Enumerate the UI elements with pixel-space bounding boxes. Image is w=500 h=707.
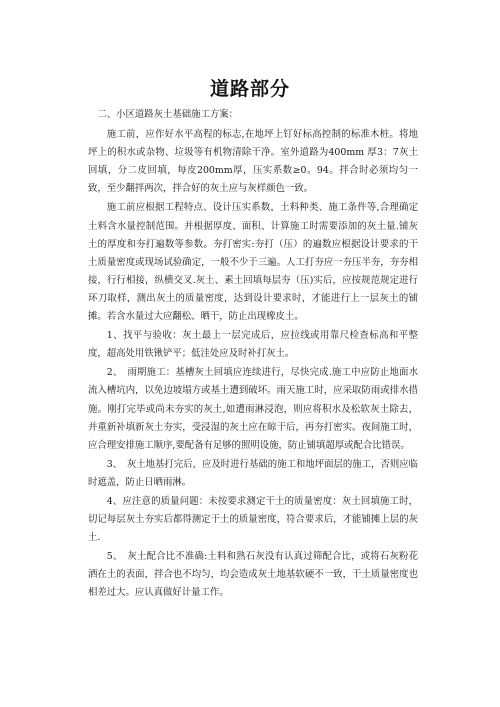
paragraph-quality-issues: 4、应注意的质量问题：未按要求测定干土的质量密度：灰土回填施工时，切记每层灰土夯实后都得测定干土的质量密度，符合要求后，才能铺摊上层的灰土. <box>88 495 418 544</box>
paragraph-covering: 3、 灰土地基打完后，应及时进行基础的施工和地坪面层的施工，否则应临时遮盖，防止日晒雨淋。 <box>88 458 418 488</box>
paragraph-compaction: 施工前应根据工程特点、设计压实系数，土料种类、施工条件等,合理确定土料含水量控制范围。并根据厚度、面积、计算施工时需要添加的灰土量.铺灰土的厚度和夯打遍数等参数。夯打密实:夯打（压）的遍数应根据设计要求的干土质量密度或现场试验确定，一般不少于三遍。人工打夯应一夯压半夯，夯夯相接，行行相接，纵横交叉.灰土、素土回填每层夯（压)实后，应按规范规定进行环刀取样，测出灰土的质量密度，达到设计要求时，才能进行上一层灰土的铺摊。若含水量过大应翻松、晒干，防止出现橡皮土。 <box>88 202 418 323</box>
document-body <box>88 106 418 603</box>
section-heading: 二、小区道路灰土基础施工方案： <box>97 109 239 120</box>
paragraph-rainy-season: 2、 雨期施工：基槽灰土回填应连续进行，尽快完成.施工中应防止地面水流入槽坑内，以免边坡塌方或基土遭到破坏。雨天施工时，应采取防雨或排水措施。刚打完毕或尚未夯实的灰土,如遭雨淋浸泡，则应将积水及松软灰土除去，并重新补填新灰土夯实，受浸湿的灰土应在晾干后，再夯打密实。夜间施工时，应合理安排施工顺序,要配备有足够的照明设施，防止铺填超厚或配合比错误。 <box>88 367 418 451</box>
paragraph-leveling: 1、找平与验收：灰土最上一层完成后，应拉线或用靠尺检查标高和平整度，超高处用铁锹铲平；低洼处应及时补打灰土。 <box>88 330 418 360</box>
paragraph-mix-ratio: 5、 灰土配合比不准确:土料和熟石灰没有认真过筛配合比，或将石灰粉花洒在土的表面，拌合也不均匀，均会造成灰土地基软硬不一致，干土质量密度也相差过大。应认真做好计量工作。 <box>88 551 418 599</box>
paragraph-preparation: 施工前，应作好水平高程的标志,在地坪上钉好标高控制的标准木桩。将地坪上的积水或杂物、垃圾等有机物清除干净。室外道路为400mm 厚3：7灰土回填，分二皮回填，每皮200mm厚，压实系数≥0。94。拌合时必须均匀一致，至少翻拌两次，拌合好的灰土应与灰样颜色一致。 <box>88 129 418 195</box>
page-title: 道路部分 <box>209 78 290 100</box>
